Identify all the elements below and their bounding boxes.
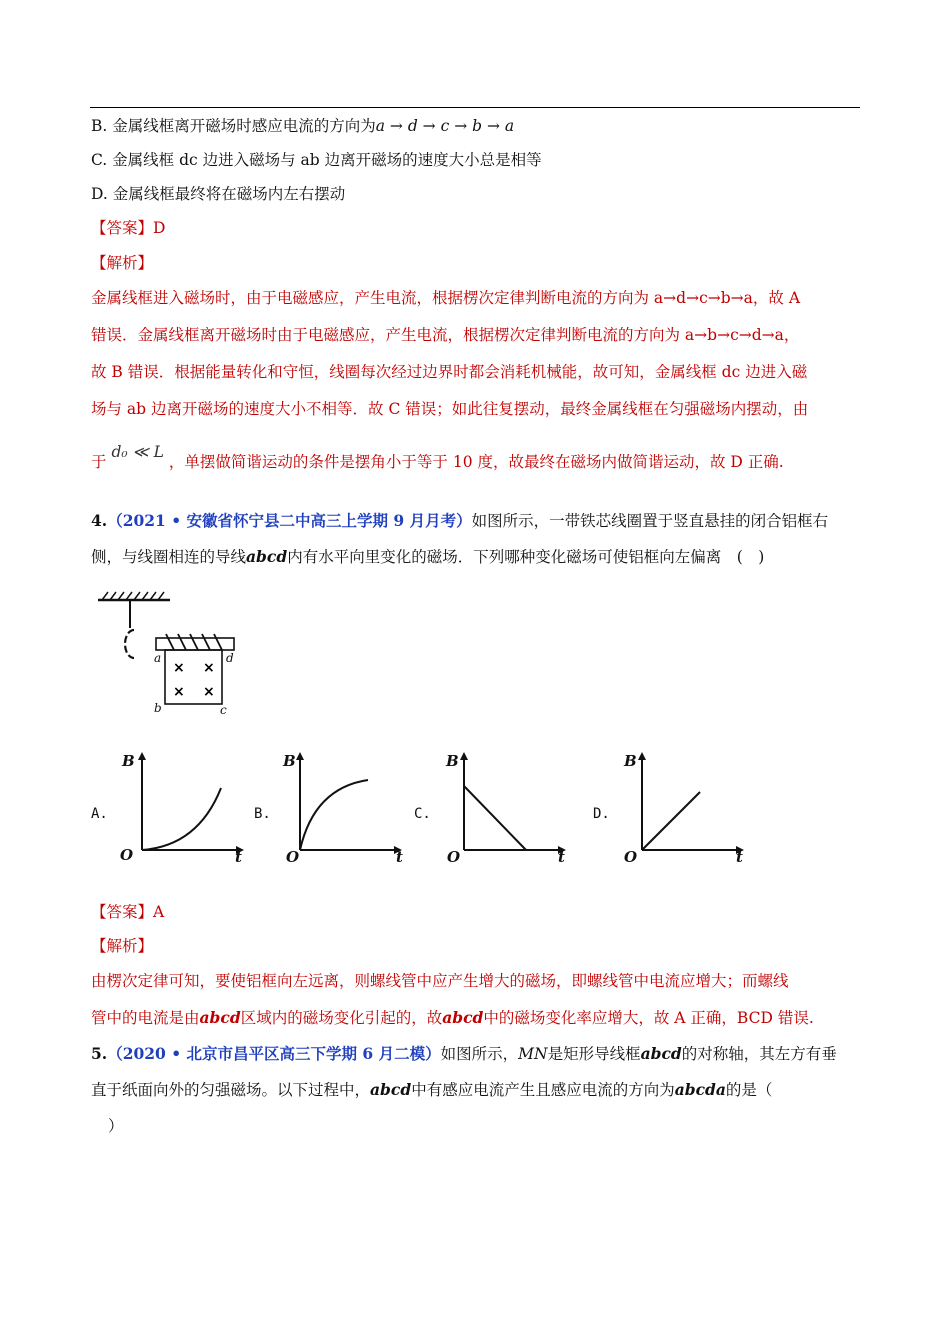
field-mark: ×	[203, 684, 215, 700]
option-b-label: B.	[254, 806, 271, 822]
q3-analysis-line-5	[91, 443, 784, 472]
axis-label-t: t	[396, 848, 403, 866]
label-d: d	[226, 651, 234, 665]
field-mark: ×	[173, 660, 185, 676]
origin-label: O	[120, 846, 134, 864]
answer-tag: 【答案】	[91, 219, 154, 237]
q4-stem-line-2	[91, 547, 764, 567]
analysis-text: 中的磁场变化率应增大，故 A 正确，BCD 错误.	[483, 1009, 814, 1027]
q3-option-c: C. 金属线框 dc 边进入磁场与 ab 边离开磁场的速度大小总是相等	[91, 151, 542, 169]
y-arrow	[460, 752, 468, 760]
label-c: c	[220, 703, 227, 717]
analysis-prefix: 于	[91, 453, 107, 471]
q4-analysis-line-2	[91, 1008, 814, 1028]
curve	[300, 780, 368, 850]
q5-stem-line-1	[91, 1044, 837, 1064]
aluminum-ring	[125, 630, 134, 658]
graph-option-b	[280, 748, 415, 868]
q4-apparatus-figure	[90, 588, 250, 718]
stem-italic: abcd	[640, 1044, 682, 1063]
q4-answer	[91, 902, 164, 922]
analysis-italic: abcd	[442, 1008, 484, 1027]
q5-stem-line-3: ）	[108, 1117, 124, 1135]
graph-option-a	[118, 748, 253, 868]
stem-italic: MN	[518, 1045, 548, 1063]
axis-label-b: B	[624, 752, 637, 770]
y-arrow	[138, 752, 146, 760]
stem-text: 如图所示，	[440, 1045, 519, 1063]
q3-answer	[91, 218, 165, 238]
axis-label-t: t	[558, 848, 565, 866]
stem-text: 侧，与线圈相连的导线	[91, 548, 247, 566]
line	[464, 786, 526, 850]
analysis-text: 区域内的磁场变化引起的，故	[240, 1009, 443, 1027]
stem-italic: abcd	[370, 1080, 412, 1099]
field-mark: ×	[203, 660, 215, 676]
option-c-label: C.	[414, 806, 431, 822]
graph-option-d	[618, 748, 753, 868]
answer-tag: 【答案】	[91, 903, 154, 921]
analysis-suffix: ，单摆做简谐运动的条件是摆角小于等于 10 度，故最终在磁场内做简谐运动，故 D 正确.	[168, 453, 784, 471]
y-arrow	[296, 752, 304, 760]
option-math: a → d → c → b → a	[375, 117, 515, 135]
stem-text: 的对称轴，其左方有垂	[681, 1045, 837, 1063]
stem-text: 中有感应电流产生且感应电流的方向为	[411, 1081, 675, 1099]
graph-option-c	[440, 748, 575, 868]
q5-stem-line-2	[91, 1080, 772, 1100]
axis-label-t: t	[235, 848, 242, 866]
origin-label: O	[447, 848, 461, 866]
analysis-math: d₀ ≪ L	[111, 443, 164, 461]
q4-analysis-tag: 【解析】	[91, 937, 154, 955]
header-rule	[90, 107, 860, 108]
q3-analysis-tag: 【解析】	[91, 254, 154, 272]
stem-text: 直于纸面向外的匀强磁场。以下过程中，	[91, 1081, 371, 1099]
q3-analysis-line-2: 错误．金属线框离开磁场时由于电磁感应，产生电流，根据楞次定律判断电流的方向为 a→b→c→d→a，	[91, 326, 800, 344]
axis-label-b: B	[122, 752, 135, 770]
question-number: 4.	[91, 511, 108, 530]
y-arrow	[638, 752, 646, 760]
q3-analysis-line-3: 故 B 错误．根据能量转化和守恒，线圈每次经过边界时都会消耗机械能，故可知，金属线框 dc 边进入磁	[91, 363, 808, 381]
origin-label: O	[286, 848, 300, 866]
q4-analysis-line-1: 由楞次定律可知，要使铝框向左远离，则螺线管中应产生增大的磁场，即螺线管中电流应增大；而螺线	[91, 972, 789, 990]
stem-text: 如图所示，一带铁芯线圈置于竖直悬挂的闭合铝框右	[471, 512, 829, 530]
q4-stem-line-1	[91, 511, 828, 531]
stem-italic: abcda	[674, 1080, 726, 1099]
answer-value: A	[153, 903, 165, 921]
question-source: （2020 • 北京市昌平区高三下学期 6 月二模）	[107, 1044, 441, 1063]
axis-label-b: B	[446, 752, 459, 770]
q3-analysis-line-4: 场与 ab 边离开磁场的速度大小不相等．故 C 错误；如此往复摆动，最终金属线框在匀强磁场内摆动，由	[91, 400, 809, 418]
q3-analysis-line-1: 金属线框进入磁场时，由于电磁感应，产生电流，根据楞次定律判断电流的方向为 a→d→c→b→a，故 A	[91, 289, 801, 307]
question-source: （2021 • 安徽省怀宁县二中高三上学期 9 月月考）	[107, 511, 472, 530]
line	[642, 792, 700, 850]
analysis-italic: abcd	[199, 1008, 241, 1027]
answer-value: D	[153, 219, 166, 237]
stem-text: 内有水平向里变化的磁场．下列哪种变化磁场可使铝框向左偏离 ( )	[287, 548, 765, 566]
axis-label-t: t	[736, 848, 743, 866]
label-a: a	[154, 651, 162, 665]
question-number: 5.	[91, 1044, 108, 1063]
curve	[142, 788, 221, 850]
stem-text: 是矩形导线框	[547, 1045, 641, 1063]
option-text: B. 金属线框离开磁场时感应电流的方向为	[91, 117, 376, 135]
q3-option-b	[91, 116, 514, 136]
axis-label-b: B	[283, 752, 296, 770]
option-d-label: D.	[593, 806, 610, 822]
analysis-text: 管中的电流是由	[91, 1009, 200, 1027]
field-mark: ×	[173, 684, 185, 700]
stem-text: 的是（	[725, 1081, 773, 1099]
stem-italic: abcd	[246, 547, 288, 566]
label-b: b	[154, 701, 162, 715]
option-a-label: A.	[91, 806, 108, 822]
origin-label: O	[624, 848, 638, 866]
q3-option-d: D. 金属线框最终将在磁场内左右摆动	[91, 185, 346, 203]
